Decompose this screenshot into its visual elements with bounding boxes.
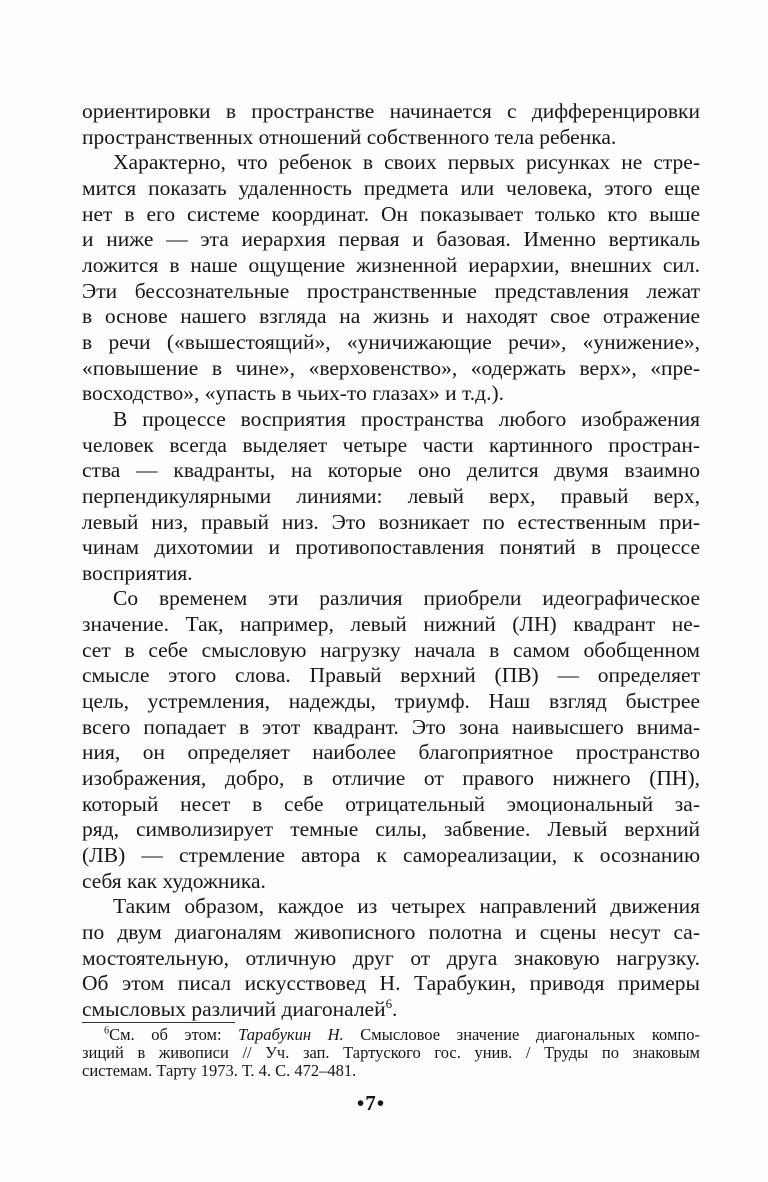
footnote-lead: См. об этом: xyxy=(109,1026,239,1044)
paragraph xyxy=(82,407,700,587)
text-line: ориентировки в пространстве начинается с дифференцировки xyxy=(82,99,700,123)
footnote xyxy=(82,1026,700,1080)
text-line: В процессе восприятия пространства любого изображения xyxy=(113,406,700,431)
text-line: человек всегда выделяет четыре части картинного простран- xyxy=(82,432,700,457)
text-line: левый низ, правый низ. Это возникает по естественным при- xyxy=(82,509,700,534)
paragraph xyxy=(82,99,700,150)
text-line: и ниже — эта иерархия первая и базовая. Именно вертикаль xyxy=(82,227,700,252)
text-line xyxy=(82,997,700,1023)
text-line: который несет в себе отрицательный эмоциональный за- xyxy=(82,791,700,816)
text-line: сет в себе смысловую нагрузку начала в самом обобщенном xyxy=(82,637,700,662)
text-line: Об этом писал искусствовед Н. Тарабукин, приводя примеры xyxy=(82,971,700,996)
text-line: мостоятельную, отличную друг от друга знаковую нагрузку. xyxy=(82,945,700,970)
text-line: ряд, символизирует темные силы, забвение. Левый верхний xyxy=(82,817,700,842)
text-line: (ЛВ) — стремление автора к самореализации, к осознанию xyxy=(82,843,700,868)
text-line: Со временем эти различия приобрели идеографическое xyxy=(113,586,700,611)
text-line: себя как художника. xyxy=(82,868,266,893)
text-line: в основе нашего взгляда на жизнь и находят свое отражение xyxy=(82,304,700,329)
paragraph xyxy=(82,150,700,407)
text-line: Характерно, что ребенок в своих первых рисунках не стре- xyxy=(113,150,700,175)
text-line: в речи («вышестоящий», «уничижающие речи», «унижение», xyxy=(82,329,700,354)
paragraph xyxy=(82,894,700,1022)
text-line: восходство», «упасть в чьих-то глазах» и т.д.). xyxy=(82,381,505,406)
text-line: ства — квадранты, на которые оно делится двумя взаимно xyxy=(82,458,700,483)
text-line: всего попадает в этот квадрант. Это зона наивысшего внима- xyxy=(82,714,700,739)
footnote-divider xyxy=(82,1022,235,1023)
final-line-punctuation: . xyxy=(392,996,398,1021)
page-number: •7• xyxy=(356,1091,386,1115)
text-line: пространственных отношений собственного тела ребенка. xyxy=(82,124,617,149)
text-line: перпендикулярными линиями: левый верх, правый верх, xyxy=(82,483,700,508)
text-line: «повышение в чине», «верховенство», «одержать верх», «пре- xyxy=(82,355,700,380)
text-line: нет в его системе координат. Он показывает только кто выше xyxy=(82,201,700,226)
footnote-marker: 6 xyxy=(104,1026,110,1037)
text-line: изображения, добро, в отличие от правого нижнего (ПН), xyxy=(82,766,700,791)
body-text xyxy=(82,99,700,1023)
footnote-reference[interactable]: 6 xyxy=(385,996,393,1011)
text-line: значение. Так, например, левый нижний (ЛН) квадрант не- xyxy=(82,612,700,637)
footnote-line: зиций в живописи // Уч. зап. Тартуского гос. унив. / Труды по знаковым xyxy=(82,1044,700,1062)
text-line: Эти бессознательные пространственные представления лежат xyxy=(82,278,700,303)
text-line: ния, он определяет наиболее благоприятное пространство xyxy=(82,740,700,765)
footnote-line: системам. Тарту 1973. Т. 4. С. 472–481. xyxy=(82,1062,357,1080)
final-line-text: смысловых различий диагоналей xyxy=(82,996,386,1021)
text-line: мится показать удаленность предмета или человека, этого еще xyxy=(82,175,700,200)
text-line: Таким образом, каждое из четырех направлений движения xyxy=(113,894,700,919)
text-line: восприятия. xyxy=(82,560,193,585)
text-line: смысле этого слова. Правый верхний (ПВ) — определяет xyxy=(82,663,700,688)
footnote-line xyxy=(82,1026,700,1044)
paragraph xyxy=(82,586,700,894)
text-line: ложится в наше ощущение жизненной иерархии, внешних сил. xyxy=(82,252,700,277)
footnote-text: Смысловое значение диагональных компо- xyxy=(343,1026,700,1044)
text-line: чинам дихотомии и противопоставления понятий в процессе xyxy=(82,535,700,560)
text-line: по двум диагоналям живописного полотна и сцены несут са- xyxy=(82,920,700,944)
text-line: цель, устремления, надежды, триумф. Наш взгляд быстрее xyxy=(82,689,700,714)
footnote-author: Тарабукин Н. xyxy=(238,1026,344,1044)
